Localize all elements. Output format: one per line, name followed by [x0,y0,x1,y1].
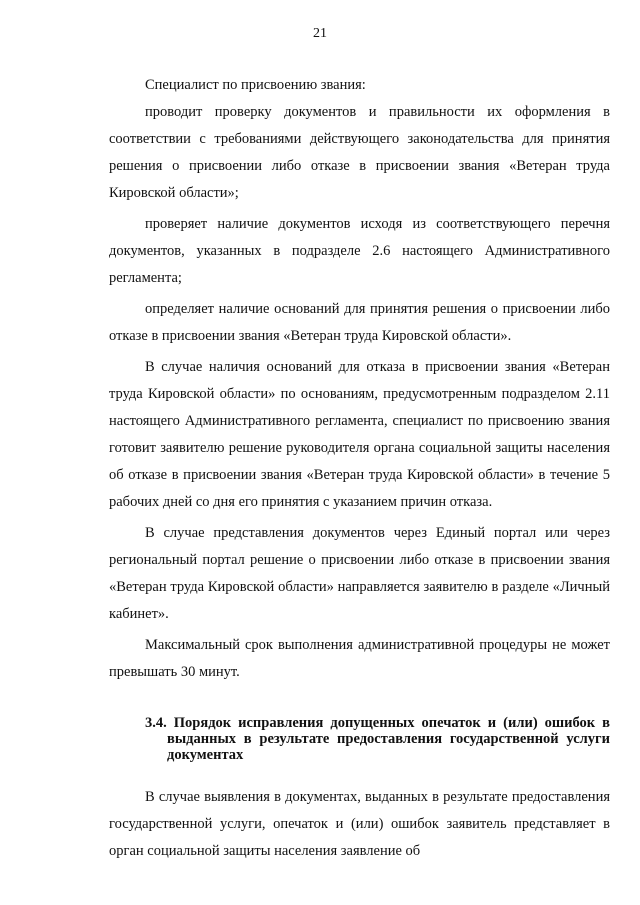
section-heading: 3.4. Порядок исправления допущенных опечаток и (или) ошибок в выданных в результате предоставления государственной услуги документах [145,715,610,763]
paragraph-portal-case: В случае представления документов через Единый портал или через региональный портал решение о присвоении либо отказе в присвоении звания «Ветеран труда Кировской области» направляется заявителю в разделе «Личный кабинет». [109,525,610,622]
paragraph-error-correction: В случае выявления в документах, выданных в результате предоставления государственной услуги, опечаток и (или) ошибок заявитель представляет в орган социальной защиты населения заявление об [109,789,610,859]
paragraph-grounds-determination: определяет наличие оснований для принятия решения о присвоении либо отказе в присвоении звания «Ветеран труда Кировской области». [109,301,610,344]
document-body [109,72,610,865]
page-number: 21 [313,26,327,41]
paragraph-max-duration: Максимальный срок выполнения административной процедуры не может превышать 30 минут. [109,637,610,680]
paragraph-refusal-case: В случае наличия оснований для отказа в присвоении звания «Ветеран труда Кировской области» по основаниям, предусмотренным подразделом 2.11 настоящего Административного регламента, специалист по присвоению звания готовит заявителю решение руководителя органа социальной защиты населения об отказе в присвоении звания «Ветеран труда Кировской области» в течение 5 рабочих дней со дня его принятия с указанием причин отказа. [109,359,610,510]
paragraph-document-check: проводит проверку документов и правильности их оформления в соответствии с требованиями действующего законодательства для принятия решения о присвоении либо отказе в присвоении звания «Ветеран труда Кировской области»; [109,104,610,201]
paragraph-specialist-intro: Специалист по присвоению звания: [145,77,366,93]
paragraph-documents-presence: проверяет наличие документов исходя из соответствующего перечня документов, указанных в подразделе 2.6 настоящего Административного регламента; [109,216,610,286]
